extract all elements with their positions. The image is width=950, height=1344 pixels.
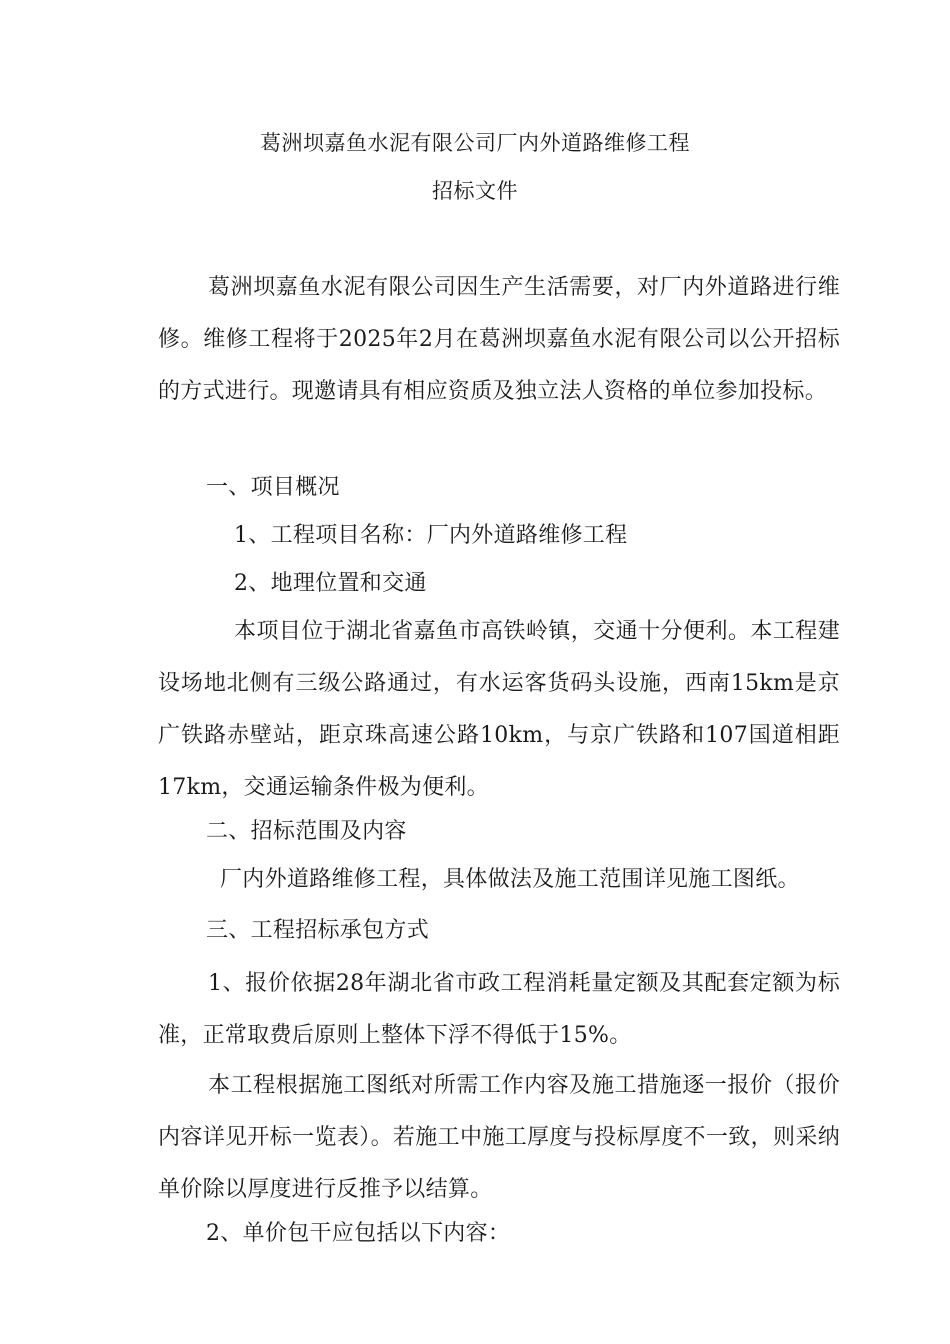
- section-heading-overview: 一、项目概况: [206, 475, 340, 500]
- document-subtitle: 招标文件: [432, 179, 518, 203]
- quotation-basis-paragraph: 1、报价依据28年湖北省市政工程消耗量定额及其配套定额为标准，正常取费后原则上整体下浮不得低于15%。: [158, 971, 840, 1048]
- location-traffic-item: 2、地理位置和交通: [234, 571, 427, 596]
- scope-paragraph: 厂内外道路维修工程，具体做法及施工范围详见施工图纸。: [220, 867, 800, 892]
- location-paragraph: 本项目位于湖北省嘉鱼市高铁岭镇，交通十分便利。本工程建设场地北侧有三级公路通过，有水运客货码头设施，西南15km是京广铁路赤壁站，距京珠高速公路10km，与京广铁路和107国道相距17km，交通运输条件极为便利。: [158, 619, 840, 800]
- section-heading-scope: 二、招标范围及内容: [206, 819, 407, 844]
- quotation-detail-paragraph: 本工程根据施工图纸对所需工作内容及施工措施逐一报价（报价内容详见开标一览表）。若施工中施工厚度与投标厚度不一致，则采纳单价除以厚度进行反推予以结算。: [158, 1073, 840, 1202]
- section-heading-contract-method: 三、工程招标承包方式: [206, 918, 430, 943]
- document-title: 葛洲坝嘉鱼水泥有限公司厂内外道路维修工程: [260, 131, 690, 155]
- project-name-item: 1、工程项目名称：厂内外道路维修工程: [234, 523, 628, 548]
- unit-price-item: 2、单价包干应包括以下内容：: [206, 1221, 511, 1246]
- intro-paragraph: 葛洲坝嘉鱼水泥有限公司因生产生活需要，对厂内外道路进行维修。维修工程将于2025年2月在葛洲坝嘉鱼水泥有限公司以公开招标的方式进行。现邀请具有相应资质及独立法人资格的单位参加投标。: [158, 275, 840, 404]
